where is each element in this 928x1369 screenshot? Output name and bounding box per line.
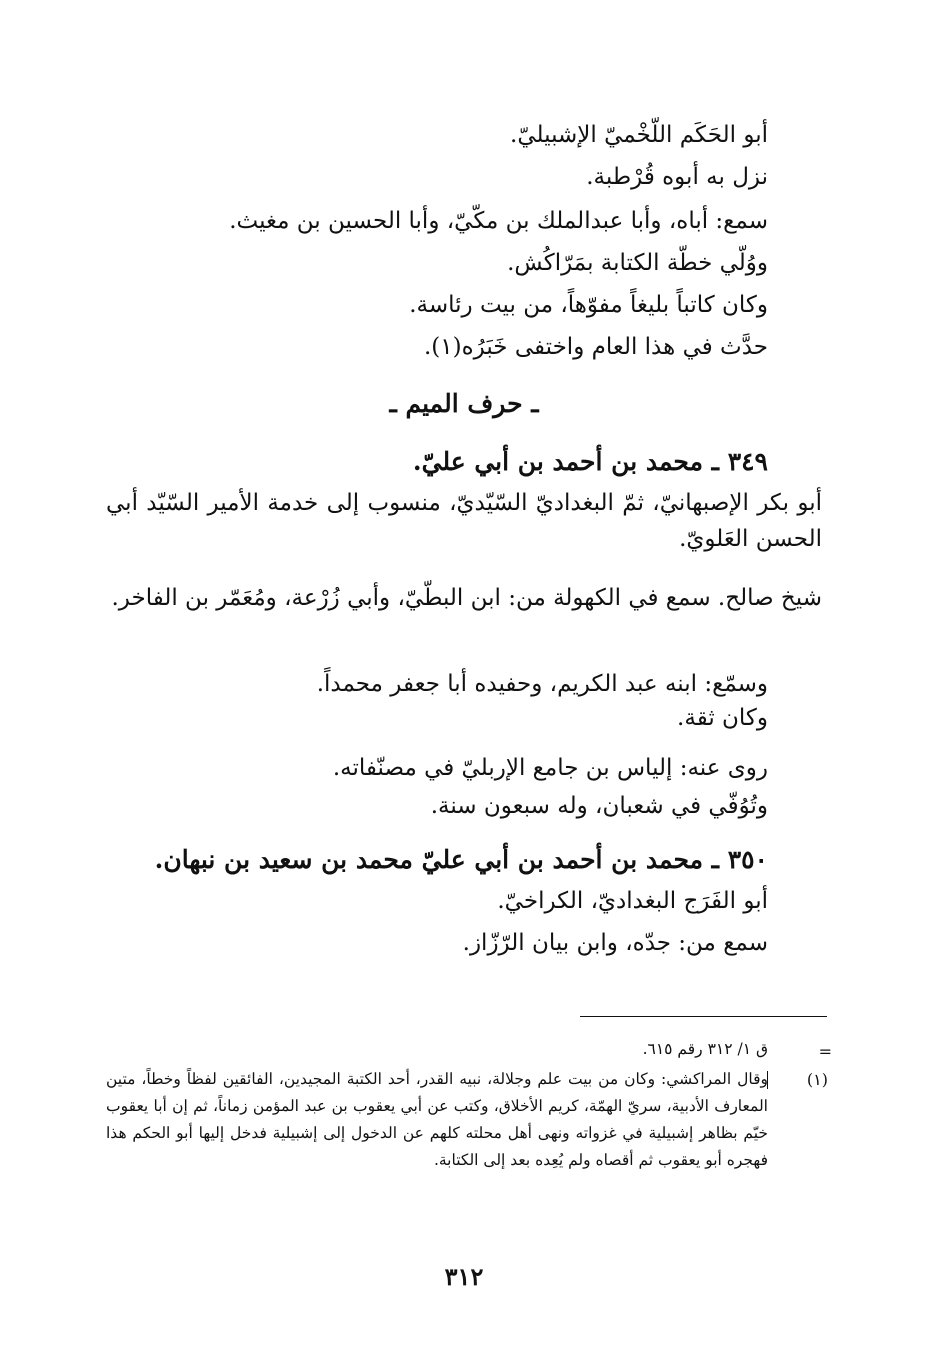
footnote-continuation-text: ق ١/ ٣١٢ رقم ٦١٥. (642, 1040, 768, 1058)
body-line-6: حدَّث في هذا العام واختفى خَبَرُه(١). (424, 334, 768, 360)
entry-349-line-6: وتُوُفّي في شعبان، وله سبعون سنة. (430, 793, 768, 819)
entry-350-title: ٣٥٠ ـ محمد بن أحمد بن أبي عليّ محمد بن سعيد بن نبهان. (154, 845, 768, 874)
footnote-1-marker: (١) (806, 1070, 828, 1089)
entry-349-paragraph-2: شيخ صالح. سمع في الكهولة من: ابن البطّيّ، وأبي زُرْعة، ومُعَمّر بن الفاخر. (111, 585, 822, 611)
entry-350-line-1: أبو الفَرَج البغداديّ، الكراخيّ. (497, 888, 768, 914)
entry-349-line-4: وكان ثقة. (677, 705, 768, 731)
body-line-2: نزل به أبوه قُرْطبة. (586, 164, 768, 190)
body-line-5: وكان كاتباً بليغاً مفوّهاً، من بيت رئاسة. (409, 292, 768, 318)
footnote-separator (580, 1016, 827, 1017)
entry-349-line-5: روى عنه: إلياس بن جامع الإربليّ في مصنّفاته. (332, 755, 768, 781)
entry-349-title: ٣٤٩ ـ محمد بن أحمد بن أبي عليّ. (412, 447, 768, 476)
body-line-4: ووُلّي خطّة الكتابة بمَرّاكُش. (507, 250, 768, 276)
entry-350-line-2: سمع من: جدّه، وابن بيان الرّزّاز. (462, 930, 768, 956)
entry-349-line-3: وسمّع: ابنه عبد الكريم، وحفيده أبا جعفر محمداً. (316, 671, 768, 697)
body-line-3: سمع: أباه، وأبا عبدالملك بن مكّيّ، وأبا الحسين بن مغيث. (229, 208, 768, 234)
section-heading: ـ حرف الميم ـ (389, 389, 539, 418)
footnote-continuation-marker: = (818, 1042, 832, 1061)
entry-349-paragraph-1: أبو بكر الإصبهانيّ، ثمّ البغداديّ السّيّديّ، منسوب إلى خدمة الأمير السّيّد أبي الحسن العَلويّ. (106, 490, 822, 552)
page-number: ٣١٢ (444, 1262, 484, 1291)
body-line-1: أبو الحَكَم اللّخْميّ الإشبيليّ. (510, 122, 768, 148)
footnote-1-text: وقال المراكشي: وكان من بيت علم وجلالة، نبيه القدر، أحد الكتبة المجيدين، الفائقين لفظاً وخطاً، متين المعارف الأدبية، سريّ الهمّة، كريم الأخلاق، وكتب عن أبي يعقوب بن عبد المؤمن زماناً، ثم إن أبا يعقوب خيّم بظاهر إشبيلية في غزواته ونهى أهل محلته كلهم عن الدخول إلى إشبيلية فدخل إليها أبو الحكم هذا فهجره أبو يعقوب ثم أقصاه ولم يُعِده بعد إلى الكتابة. (106, 1070, 768, 1169)
